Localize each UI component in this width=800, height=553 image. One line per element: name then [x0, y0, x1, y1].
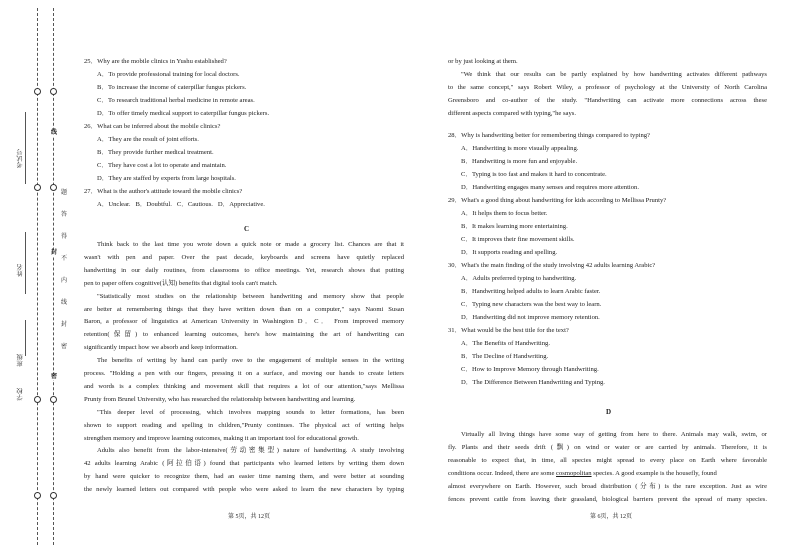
- label-school: 学校: [17, 387, 24, 401]
- question-25-option-c: C．To research traditional herbal medicine in remote areas.: [97, 97, 255, 104]
- passage-d-line-3: reasonable to expect that, in time, all species might spread to every place on Earth where favorable: [448, 457, 767, 464]
- passage-c-continued-line: or by just looking at them.: [448, 58, 518, 65]
- passage-c-line: strengthen memory and improve learning outcomes, making it an important tool for educational growth.: [84, 434, 359, 442]
- notice-char: 不: [60, 256, 67, 262]
- question-26-option-d: D．They are staffed by experts from large hospitals.: [97, 175, 236, 182]
- passage-d-line-4: [448, 469, 767, 478]
- passage-c-line: 42 adults learning Arabic (阿拉伯语) found that participants who learned letters by writing them down: [84, 460, 404, 468]
- question-29-option-c: C．It improves their fine movement skills.: [461, 236, 575, 243]
- question-26-stem: 26．What can be inferred about the mobile clinics?: [84, 123, 221, 130]
- question-31-option-d: D．The Difference Between Handwriting and Typing.: [461, 379, 605, 386]
- passage-c-line: shown to support reading and spelling in children,"Prunty continues. The physical act of writing helps: [84, 421, 404, 429]
- passage-c-line: process. "Holding a pen with our fingers, pressing it on a surface, and moving our hands to create letters: [84, 370, 404, 377]
- question-28-option-a: A．Handwriting is more visually appealing.: [461, 145, 579, 152]
- passage-c-line: handwriting in our daily routines, from classrooms to office meetings. Yet, research shows that putting: [84, 266, 404, 274]
- binding-hole-marker: [50, 492, 57, 499]
- question-31-stem: 31．What would be the best title for the text?: [448, 327, 569, 334]
- binding-hole-marker: [34, 492, 41, 499]
- question-30-option-a: A．Adults preferred typing to handwriting.: [461, 275, 577, 282]
- passage-c-line: retention(保留) to enhanced learning outcomes, here's how maintaining the art of handwriting can: [84, 331, 404, 339]
- passage-c-line: significantly impact how we absorb and keep information.: [84, 344, 238, 352]
- question-26-option-c: C．They have cost a lot to operate and maintain.: [97, 162, 227, 169]
- question-29-option-b: B．It makes learning more entertaining.: [461, 223, 568, 230]
- passage-c-line: and words is a complex thinking and movement skill that requires a lot of our attention,"says Mellissa: [84, 382, 404, 390]
- notice-char: 密: [60, 344, 67, 350]
- exam-number-line: [25, 112, 26, 184]
- binding-hole-marker: [50, 396, 57, 403]
- label-name: 姓名: [17, 263, 24, 277]
- passage-c-line: by hand were quicker to recognize them, had an easier time naming them, and were better at sounding: [84, 473, 404, 481]
- question-26-option-b: B．They provide further medical treatment.: [97, 149, 214, 156]
- page-footer-left: 第 5页，共 12页: [228, 514, 271, 520]
- question-25-option-b: B．To increase the income of caterpillar fungus pickers.: [97, 84, 247, 91]
- binding-hole-marker: [34, 396, 41, 403]
- passage-c-line: "Statistically most studies on the relationship between handwriting and memory show that people: [97, 292, 404, 300]
- question-30-option-d: D．Handwriting did not improve memory retention.: [461, 314, 600, 321]
- question-28-option-d: D．Handwriting engages many senses and requires more attention.: [461, 184, 639, 191]
- underlined-word-cosmopolitan: cosmopolitan: [556, 470, 592, 477]
- passage-c-continued-line: "We think that our results can be partly explained by how handwriting activates different pathways: [461, 71, 767, 78]
- passage-c-line: are better at remembering things that they have written down than on a computer," says Naomi Susan: [84, 305, 404, 313]
- binding-hole-marker: [34, 184, 41, 191]
- question-27-options: A．Unclear. B．Doubtful. C．Cautious. D．Appreciative.: [97, 201, 265, 208]
- class-line: [25, 320, 26, 356]
- label-class: 班级: [17, 353, 24, 367]
- passage-c-line: Prunty from Brunel University, who has researched the relationship between handwriting and learning.: [84, 395, 356, 403]
- question-31-option-c: C．How to Improve Memory through Handwriting.: [461, 366, 599, 373]
- passage-c-line: pen to paper offers cognitive(认知) benefits that digital tools can't match.: [84, 279, 278, 287]
- binding-hole-marker: [50, 184, 57, 191]
- passage-d-line-5: almost everywhere on Earth. However, such broad distribution (分布) is the rare exception. Just as wire: [448, 483, 767, 490]
- passage-c-continued-line: to the same concept," says Robert Wiley, a professor of psychology at the University of North Carolina: [448, 84, 767, 91]
- name-line: [25, 232, 26, 294]
- notice-char: 线: [60, 300, 67, 306]
- question-30-option-c: C．Typing new characters was the best way to learn.: [461, 301, 602, 308]
- passage-c-continued-line: Greensboro and co-author of the study. "Handwriting can activate more connections across these: [448, 97, 767, 104]
- notice-char: 封: [60, 322, 67, 328]
- binding-hole-marker: [50, 88, 57, 95]
- passage-d-line-1: Virtually all living things have some way of getting from here to there. Animals may walk, swim, or: [461, 431, 767, 438]
- question-25-option-a: A．To provide professional training for local doctors.: [97, 71, 240, 78]
- passage-d-line-4-end: species. A good example is the housefly, found: [591, 470, 717, 477]
- question-28-option-b: B．Handwriting is more fun and enjoyable.: [461, 158, 578, 165]
- page-footer-right: 第 6页，共 12页: [590, 514, 633, 520]
- section-d-heading: D: [606, 408, 612, 416]
- seal-char-line: 线: [50, 130, 57, 136]
- passage-c-line: the newly learned letters out compared with people who were asked to learn the new characters by typing: [84, 486, 404, 494]
- notice-char: 答: [60, 212, 67, 218]
- question-29-stem: 29．What's a good thing about handwriting for kids according to Mellissa Prunty?: [448, 197, 667, 204]
- question-27-stem: 27．What is the author's attitude toward the mobile clinics?: [84, 188, 243, 195]
- question-25-stem: 25．Why are the mobile clinics in Yushu established?: [84, 58, 227, 65]
- label-exam-number: 考试号: [17, 148, 24, 169]
- binding-hole-marker: [34, 88, 41, 95]
- notice-char: 内: [60, 278, 67, 284]
- question-28-option-c: C．Typing is too fast and makes it hard to concentrate.: [461, 171, 607, 178]
- passage-d-line-4-start: conditions occur. Indeed, there are some: [448, 470, 557, 477]
- passage-c-line: The benefits of writing by hand can partly owe to the engagement of multiple senses in the writing: [97, 357, 404, 365]
- question-30-option-b: B．Handwriting helped adults to learn Arabic faster.: [461, 288, 601, 295]
- passage-c-line: Think back to the last time you wrote down a quick note or made a grocery list. Chances are that it: [97, 241, 404, 248]
- question-31-option-b: B．The Decline of Handwriting.: [461, 353, 549, 360]
- passage-c-line: wasn't with pen and paper. Over the past decade, keyboards and screens have quietly replaced: [84, 253, 404, 261]
- question-28-stem: 28．Why is handwriting better for remembering things compared to typing?: [448, 132, 650, 139]
- passage-c-continued-line: different aspects compared with typing,"he says.: [448, 110, 576, 117]
- seal-char-seal: 封: [50, 250, 57, 256]
- passage-d-line-6: fences prevent cattle from leaving their grassland, biological barriers prevent the spread of many species.: [448, 496, 767, 503]
- passage-d-line-2: fly. Plants and their seeds drift (飘) on wind or water or are carried by animals. Therefore, it is: [448, 444, 767, 451]
- passage-c-line: Baron, a professor of linguistics at American University in Washington D．C． From improved memory: [84, 318, 404, 326]
- passage-c-line: Adults also benefit from the labor-intensive(劳动密集型) nature of handwriting. A study involving: [97, 447, 404, 455]
- question-29-option-d: D．It supports reading and spelling.: [461, 249, 558, 256]
- notice-char: 题: [60, 190, 67, 196]
- question-25-option-d: D．To offer timely medical support to caterpillar fungus pickers.: [97, 110, 270, 117]
- question-30-stem: 30．What's the main finding of the study involving 42 adults learning Arabic?: [448, 262, 656, 269]
- passage-c-line: "This deeper level of processing, which involves mapping sounds to letter formations, has been: [97, 408, 404, 416]
- notice-char: 得: [60, 234, 67, 240]
- question-29-option-a: A．It helps them to focus better.: [461, 210, 548, 217]
- section-c-heading: C: [244, 225, 250, 233]
- seal-char-secret: 密: [50, 374, 57, 380]
- question-26-option-a: A．They are the result of joint efforts.: [97, 136, 199, 143]
- question-31-option-a: A．The Benefits of Handwriting.: [461, 340, 550, 347]
